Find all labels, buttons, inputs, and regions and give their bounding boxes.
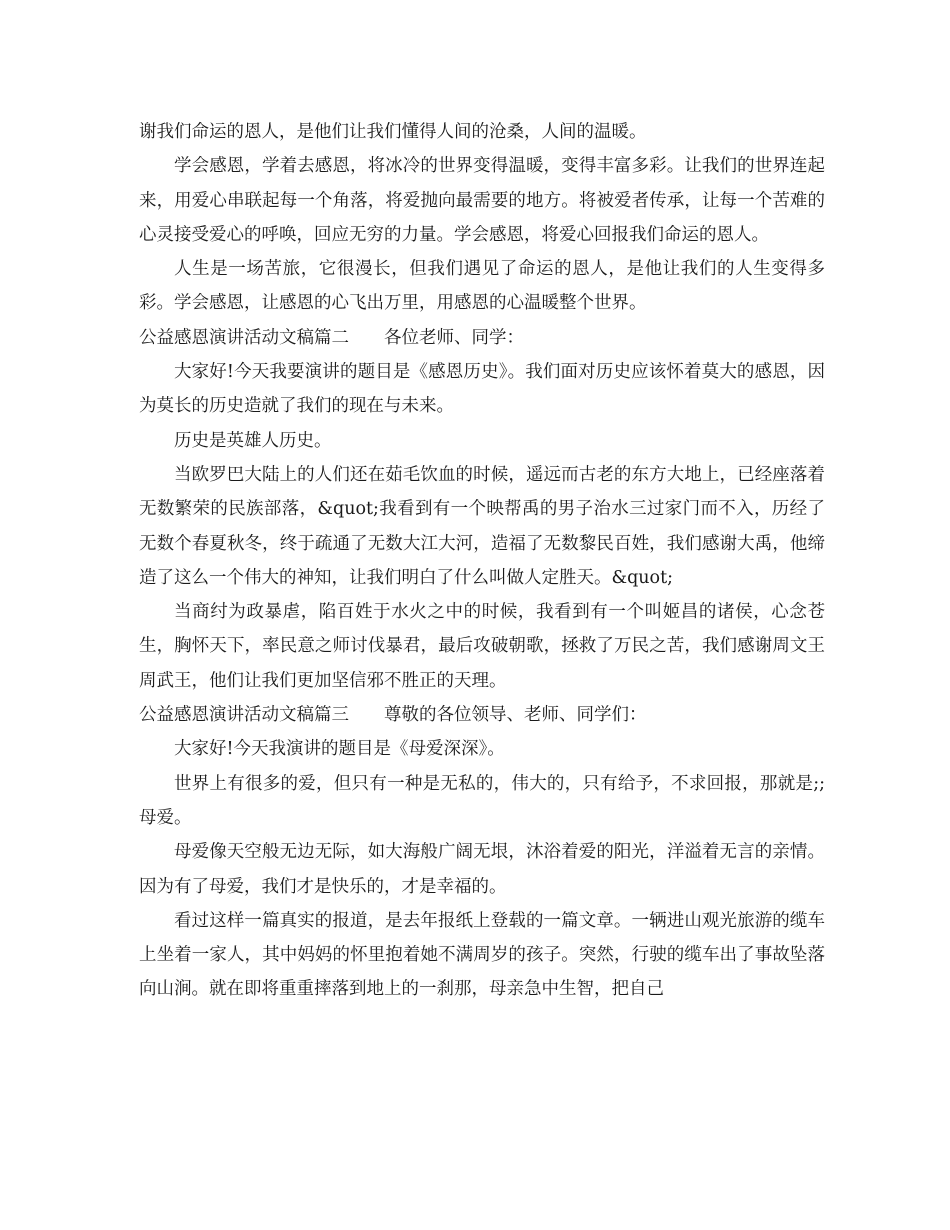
paragraph: 母爱像天空般无边无际，如大海般广阔无垠，沐浴着爱的阳光，洋溢着无言的亲情。因为有了母爱，我们才是快乐的，才是幸福的。: [139, 842, 825, 897]
paragraph: 当欧罗巴大陆上的人们还在茹毛饮血的时候，遥远而古老的东方大地上，已经座落着无数繁荣的民族部落，&quot;我看到有一个映帮禹的男子治水三过家门而不入，历经了无数个春夏秋冬，终于疏通了无数大江大河，造福了无数黎民百姓，我们感谢大禹，他缔造了这么一个伟大的神知，让我们明白了什么叫做人定胜天。&quot;: [139, 464, 825, 588]
paragraph: 当商纣为政暴虐，陷百姓于水火之中的时候，我看到有一个叫姬昌的诸侯，心念苍生，胸怀天下，率民意之师讨伐暴君，最后攻破朝歌，拯救了万民之苦，我们感谢周文王周武王，他们让我们更加坚信邪不胜正的天理。: [139, 602, 825, 691]
paragraph: 大家好!今天我要演讲的题目是《感恩历史》。我们面对历史应该怀着莫大的感恩，因为莫长的历史造就了我们的现在与未来。: [139, 362, 825, 417]
paragraph: 世界上有很多的爱，但只有一种是无私的，伟大的，只有给予，不求回报，那就是;;母爱。: [139, 773, 825, 828]
paragraph: 学会感恩，学着去感恩，将冰冷的世界变得温暖，变得丰富多彩。让我们的世界连起来，用爱心串联起每一个角落，将爱抛向最需要的地方。将被爱者传承，让每一个苦难的心灵接受爱心的呼唤，回应无穷的力量。学会感恩，将爱心回报我们命运的恩人。: [139, 156, 825, 245]
paragraph-continuation: 谢我们命运的恩人，是他们让我们懂得人间的沧桑，人间的温暖。: [139, 122, 647, 142]
document-body: [139, 115, 825, 1007]
paragraph: 看过这样一篇真实的报道，是去年报纸上登载的一篇文章。一辆进山观光旅游的缆车上坐着一家人，其中妈妈的怀里抱着她不满周岁的孩子。突然，行驶的缆车出了事故坠落向山涧。就在即将重重摔落到地上的一刹那，母亲急中生智，把自己: [139, 910, 825, 1000]
paragraph: 人生是一场苦旅，它很漫长，但我们遇见了命运的恩人，是他让我们的人生变得多彩。学会感恩，让感恩的心飞出万里，用感恩的心温暖整个世界。: [139, 259, 825, 314]
section-heading-2: 公益感恩演讲活动文稿篇二 各位老师、同学：: [139, 327, 524, 348]
paragraph: 大家好!今天我演讲的题目是《母爱深深》。: [174, 739, 505, 760]
section-heading-3: 公益感恩演讲活动文稿篇三 尊敬的各位领导、老师、同学们：: [139, 705, 647, 726]
paragraph: 历史是英雄人历史。: [174, 430, 332, 451]
